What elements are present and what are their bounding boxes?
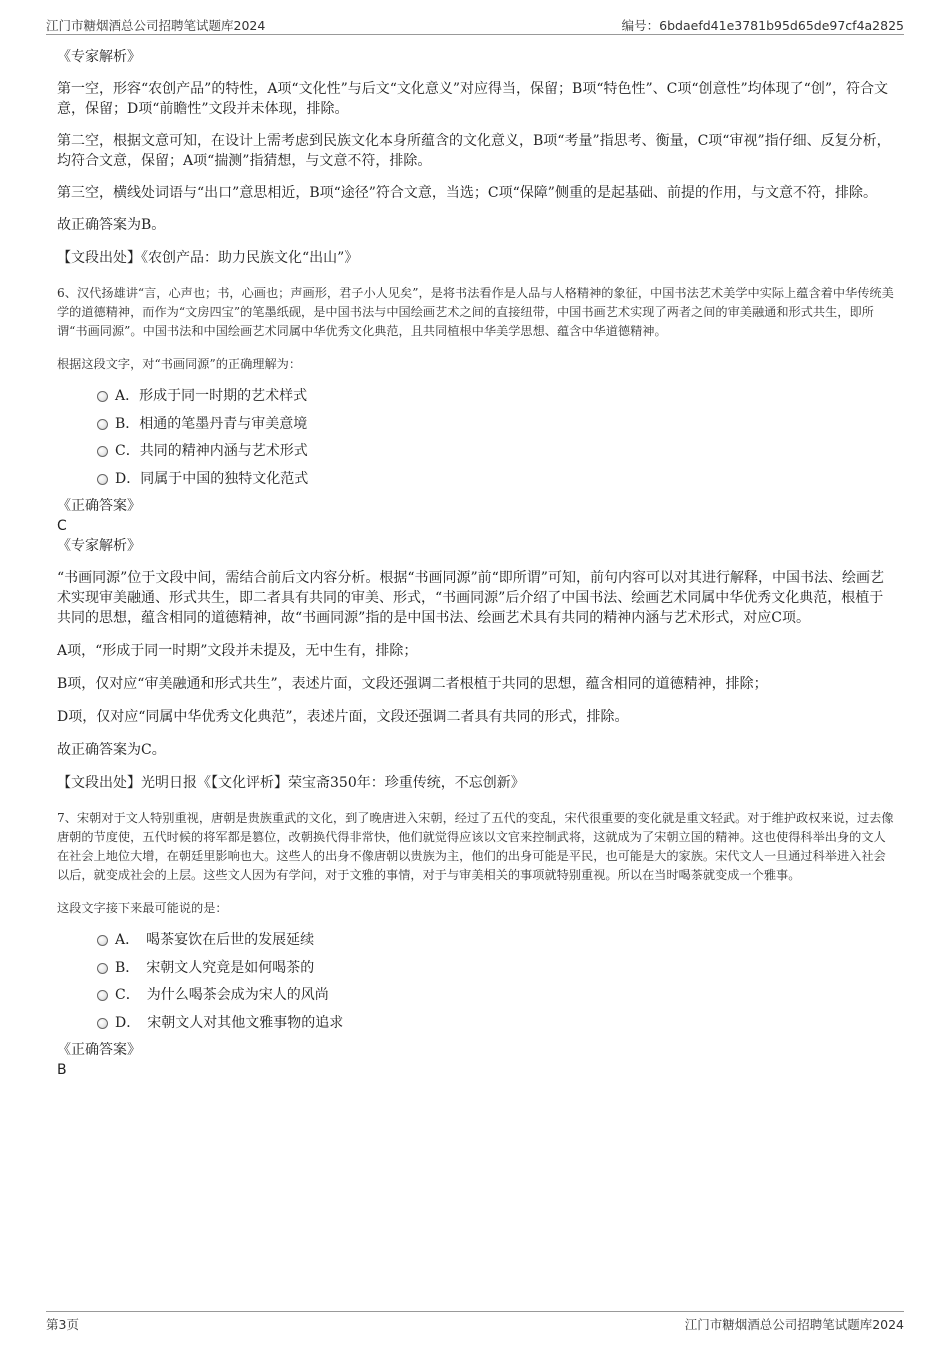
radio-icon[interactable]: [97, 990, 108, 1001]
analysis-paragraph: D项，仅对应“同属中华优秀文化典范”，表述片面，文段还强调二者具有共同的形式，排除。: [57, 709, 629, 725]
option-label: D． 宋朝文人对其他文雅事物的追求: [115, 1014, 344, 1031]
radio-icon[interactable]: [97, 935, 108, 946]
header-code: 编号：6bdaefd41e3781b95d65de97cf4a2825: [621, 18, 904, 33]
option-a[interactable]: [97, 930, 897, 958]
option-label: D．同属于中国的独特文化范式: [115, 470, 309, 487]
footer-page-number: 第3页: [46, 1317, 79, 1332]
option-label: A． 喝茶宴饮在后世的发展延续: [115, 932, 315, 948]
answer-label: 《正确答案》: [57, 498, 141, 514]
conclusion: 故正确答案为B。: [57, 217, 166, 233]
question-prompt: 根据这段文字，对“书画同源”的正确理解为：: [57, 357, 302, 371]
page-header: [46, 14, 904, 35]
header-title: 江门市糖烟酒总公司招聘笔试题库2024: [46, 18, 266, 33]
option-a[interactable]: [97, 386, 897, 414]
radio-icon[interactable]: [97, 391, 108, 402]
option-list: [57, 930, 897, 1040]
option-d[interactable]: [97, 469, 897, 497]
analysis-paragraph: 第二空，根据文意可知，在设计上需考虑到民族文化本身所蕴含的文化意义，B项“考量”指思考、衡量，C项“审视”指仔细、反复分析，均符合文意，保留；A项“揣测”指猜想，与文意不符，排除。: [57, 133, 891, 169]
analysis-label: 《专家解析》: [57, 49, 141, 65]
analysis-paragraph: 第三空，横线处词语与“出口”意思相近，B项“途径”符合文意，当选；C项“保障”侧重的是起基础、前提的作用，与文意不符，排除。: [57, 185, 877, 201]
answer-label: 《正确答案》: [57, 1042, 141, 1058]
analysis-paragraph: “书画同源”位于文段中间，需结合前后文内容分析。根据“书画同源”前“即所谓”可知，前句内容可以对其进行解释，中国书法、绘画艺术实现审美融通、形式共生，即二者具有共同的审美、形式，“书画同源”后介绍了中国书法、绘画艺术同属中华优秀文化典范，根植于共同的思想，蕴含相同的道德精神，故“书画同源”指的是中国书法、绘画艺术具有共同的精神内涵与艺术形式，对应C项。: [57, 570, 884, 626]
answer-value: B: [57, 1062, 67, 1078]
option-label: A．形成于同一时期的艺术样式: [115, 388, 308, 404]
option-label: B． 宋朝文人究竟是如何喝茶的: [115, 959, 315, 976]
conclusion: 故正确答案为C。: [57, 742, 166, 758]
option-list: [57, 386, 897, 496]
option-label: C．共同的精神内涵与艺术形式: [115, 443, 308, 459]
source-line: 【文段出处】《农创产品：助力民族文化“出山”》: [57, 250, 359, 266]
radio-icon[interactable]: [97, 1018, 108, 1029]
option-b[interactable]: [97, 414, 897, 442]
question-stem: 6、汉代扬雄讲“言，心声也；书，心画也；声画形，君子小人见矣”，是将书法看作是人品与人格精神的象征，中国书法艺术美学中实际上蕴含着中华传统美学的道德精神，而作为“文房四宝”的笔墨纸砚，是中国书法与中国绘画艺术之间的直接纽带，中国书画艺术实现了两者之间的审美融通和形式共生，即所谓“书画同源”。中国书法和中国绘画艺术同属中华优秀文化典范，且共同植根中华美学思想、蕴含中华道德精神。: [57, 286, 894, 338]
page-footer: [46, 1311, 904, 1334]
question-prompt: 这段文字接下来最可能说的是：: [57, 901, 228, 915]
radio-icon[interactable]: [97, 419, 108, 430]
analysis-paragraph: B项，仅对应“审美融通和形式共生”，表述片面，文段还强调二者根植于共同的思想，蕴含相同的道德精神，排除；: [57, 676, 768, 692]
option-d[interactable]: [97, 1013, 897, 1041]
answer-value: C: [57, 518, 67, 534]
radio-icon[interactable]: [97, 474, 108, 485]
question-stem: 7、宋朝对于文人特别重视，唐朝是贵族重武的文化，到了晚唐进入宋朝，经过了五代的变乱，宋代很重要的变化就是重文轻武。对于维护政权来说，过去像唐朝的节度使，五代时候的将军都是篡位，改朝换代得非常快，他们就觉得应该以文官来控制武将，这就成为了宋朝立国的精神。这也使得科举出身的文人在社会上地位大增，在朝廷里影响也大。这些人的出身不像唐朝以贵族为主，他们的出身可能是平民，也可能是大的家族。宋代文人一旦通过科举进入社会以后，就变成社会的上层。这些文人因为有学问，对于文雅的事情，对于与审美相关的事项就特别重视。所以在当时喝茶就变成一个雅事。: [57, 811, 894, 882]
analysis-paragraph: A项，“形成于同一时期”文段并未提及，无中生有，排除；: [57, 643, 418, 659]
source-line: 【文段出处】光明日报《【文化评析】荣宝斋350年：珍重传统，不忘创新》: [57, 775, 525, 791]
option-label: B．相通的笔墨丹青与审美意境: [115, 415, 308, 432]
analysis-paragraph: 第一空，形容“农创产品”的特性，A项“文化性”与后文“文化意义”对应得当，保留；B项“特色性”、C项“创意性”均体现了“创”，符合文意，保留；D项“前瞻性”文段并未体现，排除。: [57, 81, 888, 117]
analysis-label: 《专家解析》: [57, 538, 141, 554]
footer-title: 江门市糖烟酒总公司招聘笔试题库2024: [684, 1317, 904, 1332]
option-c[interactable]: [97, 985, 897, 1013]
radio-icon[interactable]: [97, 963, 108, 974]
option-label: C． 为什么喝茶会成为宋人的风尚: [115, 987, 329, 1003]
option-c[interactable]: [97, 441, 897, 469]
option-b[interactable]: [97, 958, 897, 986]
page-content: [57, 47, 897, 1080]
radio-icon[interactable]: [97, 446, 108, 457]
